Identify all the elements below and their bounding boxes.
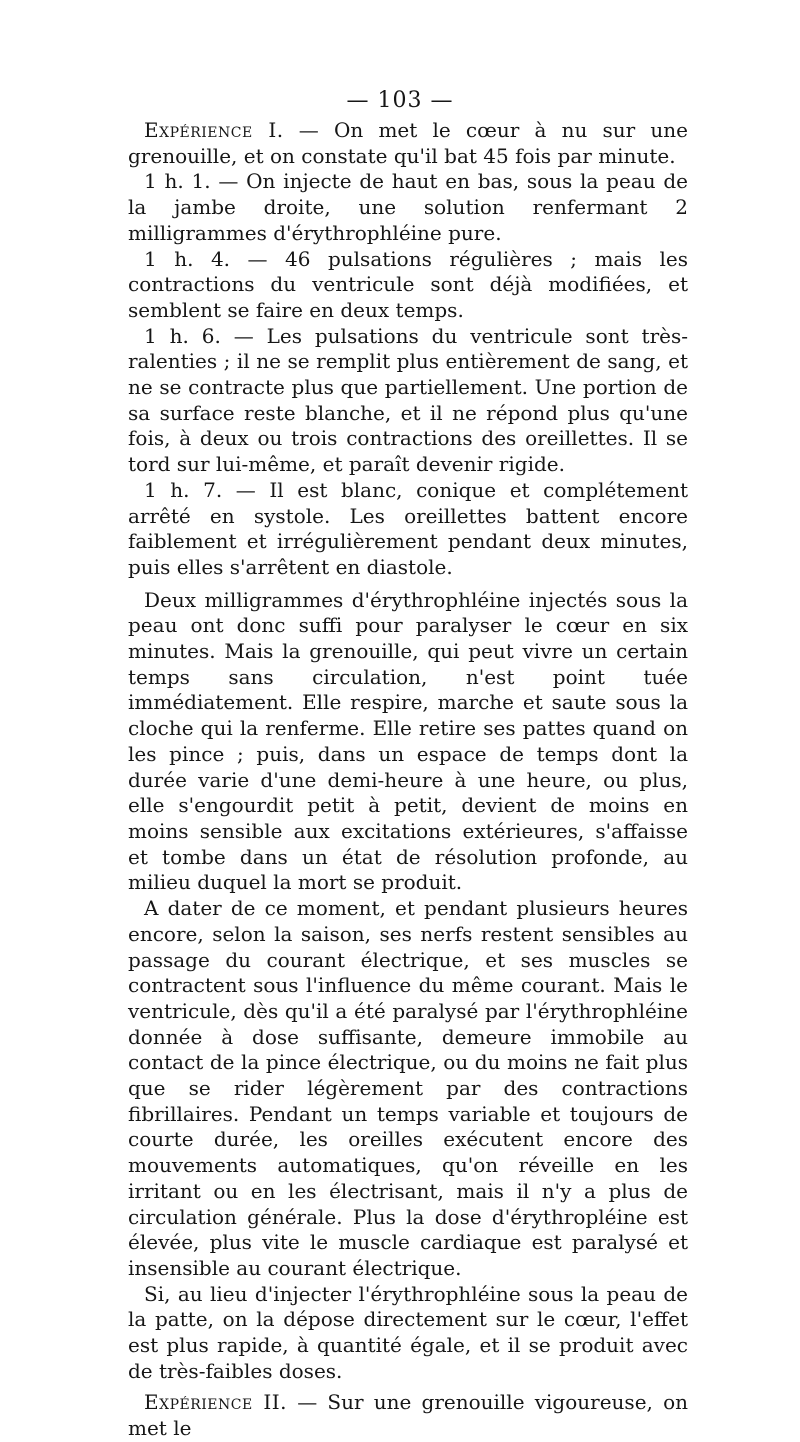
paragraph-text: — Sur une grenouille vigoureuse, on met le	[128, 1390, 688, 1441]
paragraph-time-1h04	[128, 247, 688, 324]
paragraph-text: Deux milligrammes d'érythrophléine injectés sous la peau ont donc suffi pour paralyser le cœur en six minutes. Mais la grenouille, qui peut vivre un certain temps sans circulation, n'est point tuée immédiatement. Elle respire, marche et saute sous la cloche qui la renferme. Elle retire ses pattes quand on les pince ; puis, dans un espace de temps dont la durée varie d'une demi-heure à une heure, ou plus, elle s'engourdit petit à petit, devient de moins en moins sensible aux excitations extérieures, s'affaisse et tombe dans un état de résolution profonde, au milieu duquel la mort se produit.	[128, 587, 688, 895]
paragraph-time-1h06	[128, 324, 688, 478]
paragraph-text: 1 h. 7. — Il est blanc, conique et complétement arrêté en systole. Les oreillettes battent encore faiblement et irrégulièrement pendant deux minutes, puis elles s'arrêtent en diastole.	[128, 477, 688, 579]
paragraph-conclusion	[128, 588, 688, 896]
body-text	[128, 118, 688, 1442]
paragraph-text: A dater de ce moment, et pendant plusieurs heures encore, selon la saison, ses nerfs restent sensibles au passage du courant électrique, et ses muscles se contractent sous l'influence du même courant. Mais le ventricule, dès qu'il a été paralysé par l'érythrophléine donnée à dose suffisante, demeure immobile au contact de la pince électrique, ou du moins ne fait plus que se rider légèrement par des contractions fibrillaires. Pendant un temps variable et toujours de courte durée, les oreilles exécutent encore des mouvements automatiques, qu'on réveille en les irritant ou en les électrisant, mais il n'y a plus de circulation générale. Plus la dose d'érythropléine est élevée, plus vite le muscle cardiaque est paralysé et insensible au courant électrique.	[128, 896, 688, 1280]
paragraph-time-1h07	[128, 478, 688, 581]
paragraph-after-death	[128, 896, 688, 1282]
paragraph-text: Si, au lieu d'injecter l'érythrophléine sous la peau de la patte, on la dépose directement sur le cœur, l'effet est plus rapide, à quantité égale, et il se produit avec de très-faibles doses.	[128, 1281, 688, 1383]
paragraph-text: — On met le cœur à nu sur une grenouille, et on constate qu'il bat 45 fois par minute.	[128, 118, 688, 168]
paragraph-text: 1 h. 1. — On injecte de haut en bas, sous la peau de la jambe droite, une solution renfermant 2 milligrammes d'érythrophléine pure.	[128, 169, 688, 245]
paragraph-text: 1 h. 6. — Les pulsations du ventricule sont très-ralenties ; il ne se remplit plus entièrement de sang, et ne se contracte plus que partiellement. Une portion de sa surface reste blanche, et il ne répond plus qu'une fois, à deux ou trois contractions des oreillettes. Il se tord sur lui-même, et paraît devenir rigide.	[128, 323, 688, 477]
paragraph-direct-application	[128, 1282, 688, 1385]
page-number: — 103 —	[346, 88, 454, 113]
experience-heading: Expérience I.	[144, 118, 284, 142]
paragraph-time-1h01	[128, 169, 688, 246]
paragraph-experience-1	[128, 118, 688, 169]
paragraph-text: 1 h. 4. — 46 pulsations régulières ; mais les contractions du ventricule sont déjà modifiées, et semblent se faire en deux temps.	[128, 246, 688, 322]
experience-heading: Expérience II.	[144, 1390, 288, 1415]
paragraph-experience-2	[128, 1390, 688, 1441]
